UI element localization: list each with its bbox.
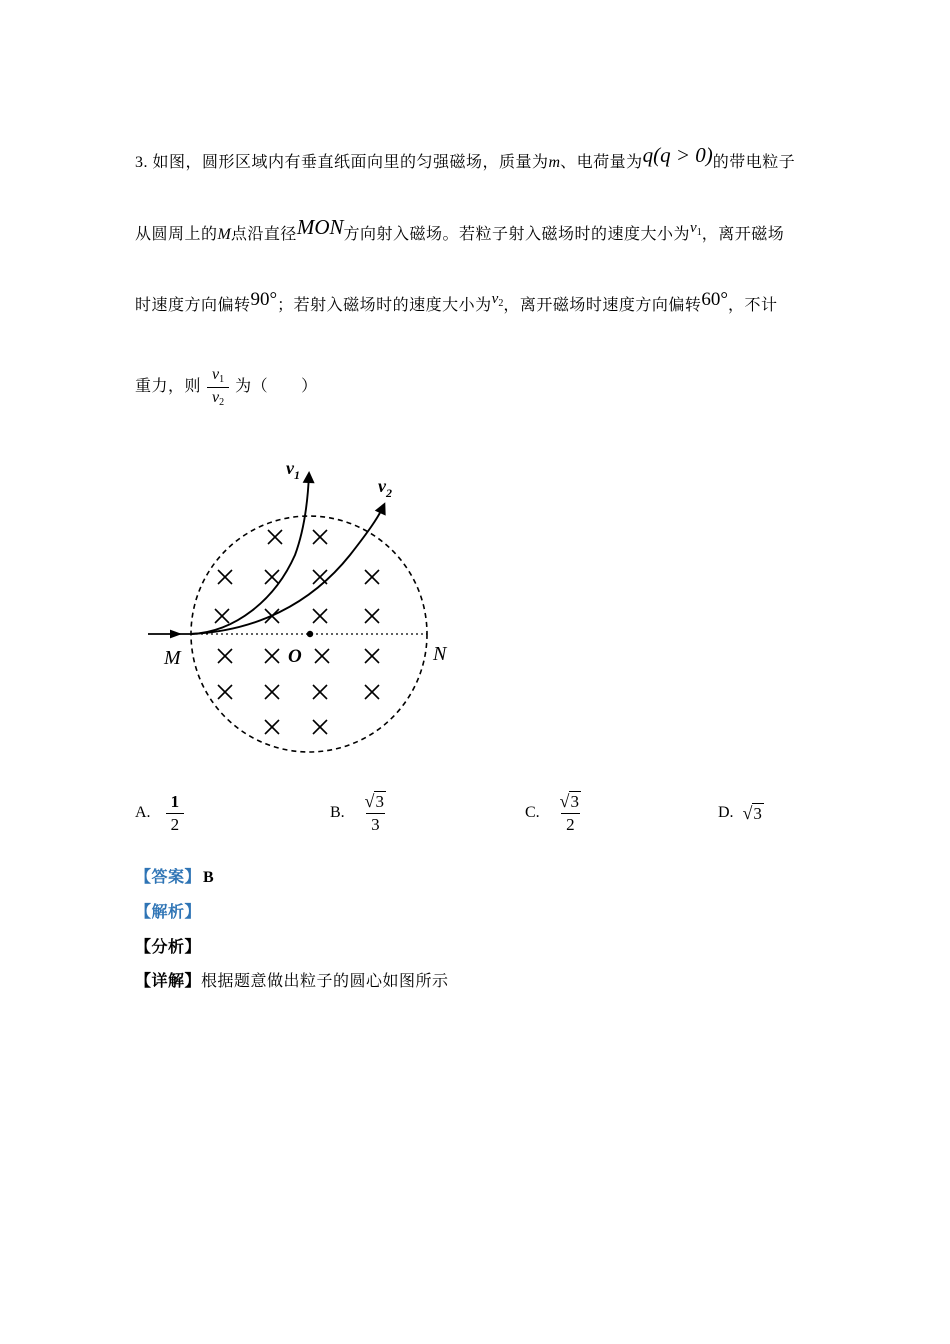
math-90-degrees: 90° bbox=[250, 289, 278, 310]
answer-tag: 【答案】 bbox=[135, 869, 202, 886]
question-text: 时速度方向偏转 bbox=[135, 297, 251, 314]
option-a bbox=[135, 786, 190, 840]
option-c bbox=[525, 786, 592, 840]
label-M: M bbox=[164, 647, 181, 669]
sqrt-icon: √ bbox=[742, 802, 753, 823]
xiangjie-text: 根据题意做出粒子的圆心如图所示 bbox=[201, 973, 449, 990]
option-d-label: D. bbox=[718, 804, 734, 821]
center-point-O bbox=[307, 631, 313, 637]
answer-line bbox=[135, 864, 214, 887]
options-row bbox=[0, 786, 950, 840]
option-d bbox=[718, 786, 764, 840]
fenxi-line bbox=[135, 934, 201, 957]
math-symbol-v1: $v_1$ bbox=[690, 220, 702, 238]
option-b-value: $\frac{√3}{3}$ bbox=[364, 791, 384, 834]
fraction-v1-over-v2: $\frac{v_1}{v_2}$ bbox=[207, 366, 229, 408]
question-text: ；若射入磁场时的速度大小为 bbox=[277, 297, 492, 314]
math-symbol-M: M bbox=[217, 226, 231, 243]
option-d-value: √3 bbox=[742, 802, 762, 823]
jiexi-tag: 【解析】 bbox=[135, 904, 202, 921]
question-text: 从圆周上的 bbox=[135, 226, 218, 243]
sqrt-icon: √ bbox=[559, 791, 570, 812]
math-symbol-m: m bbox=[548, 154, 561, 171]
question-text: ，离开磁场时速度方向偏转 bbox=[503, 297, 702, 314]
label-v1: $v_1$ bbox=[286, 458, 300, 482]
option-c-value: $\frac{√3}{2}$ bbox=[559, 791, 579, 834]
question-text: 、电荷量为 bbox=[560, 154, 643, 171]
question-line-1 bbox=[135, 138, 795, 180]
question-text: 方向射入磁场。若粒子射入磁场时的速度大小为 bbox=[343, 226, 691, 243]
question-line-2 bbox=[135, 210, 784, 252]
field-diagram-svg bbox=[140, 450, 480, 772]
question-text: 为（ ） bbox=[235, 378, 318, 395]
option-b-label: B. bbox=[330, 804, 345, 821]
entry-arrowhead bbox=[170, 630, 182, 639]
question-text: 重力，则 bbox=[135, 378, 202, 395]
label-N: N bbox=[433, 643, 447, 665]
math-expression-q: q(q > 0) bbox=[642, 143, 713, 167]
question-text: ，不计 bbox=[727, 297, 778, 314]
option-a-value: $\frac{1}{2}$ bbox=[166, 792, 185, 834]
sqrt-icon: √ bbox=[364, 791, 375, 812]
question-text: 点沿直径 bbox=[230, 226, 297, 243]
label-O: O bbox=[288, 646, 302, 667]
fenxi-tag: 【分析】 bbox=[135, 939, 202, 956]
answer-value: B bbox=[203, 869, 215, 886]
math-60-degrees: 60° bbox=[701, 289, 728, 310]
option-c-label: C. bbox=[525, 804, 540, 821]
math-symbol-v2: $v_2$ bbox=[491, 291, 504, 309]
jiexi-line bbox=[135, 899, 201, 922]
question-text: 的带电粒子 bbox=[712, 154, 796, 171]
trajectory-v1 bbox=[191, 474, 309, 634]
label-v2: $v_2$ bbox=[378, 476, 392, 500]
magnetic-field-diagram bbox=[140, 450, 480, 772]
xiangjie-line bbox=[135, 968, 449, 991]
option-a-label: A. bbox=[135, 804, 151, 821]
option-b bbox=[330, 786, 397, 840]
xiangjie-tag: 【详解】 bbox=[135, 973, 202, 990]
question-text: ，离开磁场 bbox=[701, 226, 785, 243]
math-expression-MON: MON bbox=[296, 215, 344, 239]
question-line-4 bbox=[135, 358, 318, 416]
question-text: 3. 如图，圆形区域内有垂直纸面向里的匀强磁场，质量为 bbox=[135, 154, 549, 171]
field-crosses bbox=[215, 530, 379, 734]
question-line-3 bbox=[135, 282, 777, 323]
